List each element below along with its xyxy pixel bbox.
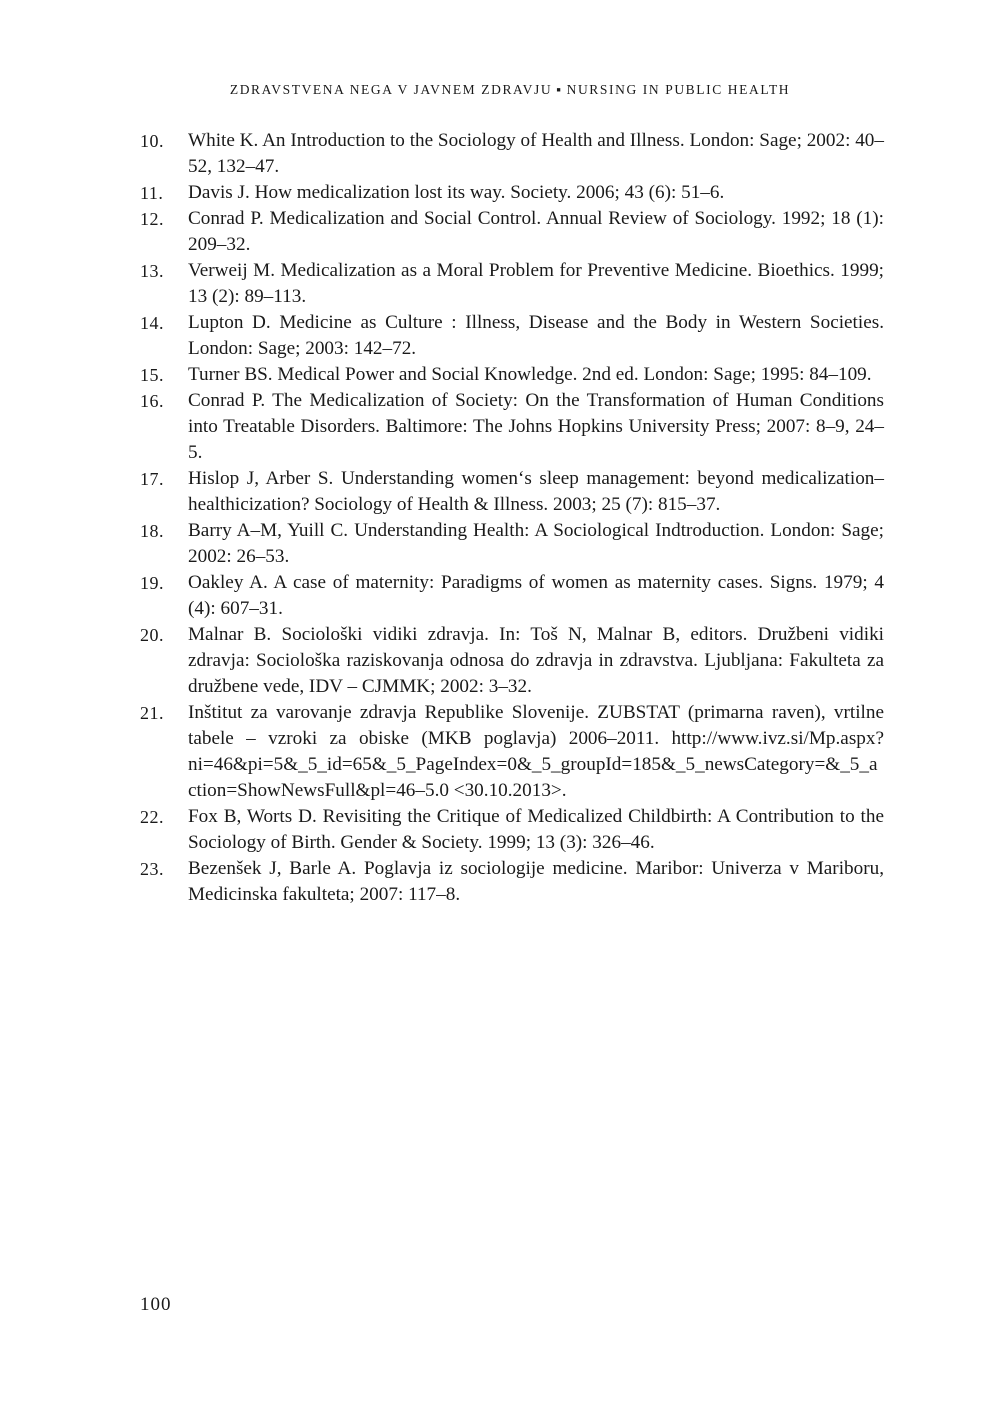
reference-text: Verweij M. Medicalization as a Moral Problem for Preventive Medicine. Bioethics. 1999; 13 (2): 89–113. <box>188 260 884 307</box>
reference-text: Inštitut za varovanje zdravja Republike Slovenije. ZUBSTAT (primarna raven), vrtilne tabele – vzroki za obiske (MKB poglavja) 2006–2011. http://www.ivz.si/Mp.aspx?ni=46&pi=5&_5_id=65&_5_PageIndex=0&_5_groupId=185&_5_newsCategory=&_5_action=ShowNewsFull&pl=46–5.0 <30.10.2013>. <box>188 702 884 801</box>
reference-item <box>140 804 884 856</box>
reference-number: 19. <box>140 573 164 593</box>
reference-number: 20. <box>140 625 164 645</box>
reference-item <box>140 258 884 310</box>
reference-text: Conrad P. The Medicalization of Society: On the Transformation of Human Conditions into Treatable Disorders. Baltimore: The Johns Hopkins University Press; 2007: 8–9, 24–5. <box>188 390 884 463</box>
page-number: 100 <box>140 1294 172 1315</box>
header-journal-english: NURSING IN PUBLIC HEALTH <box>566 82 791 97</box>
reference-number: 23. <box>140 859 164 879</box>
reference-number: 22. <box>140 807 164 827</box>
reference-item <box>140 180 884 206</box>
reference-item <box>140 570 884 622</box>
reference-item <box>140 856 884 908</box>
reference-text: Turner BS. Medical Power and Social Knowledge. 2nd ed. London: Sage; 1995: 84–109. <box>188 364 872 385</box>
reference-text: Conrad P. Medicalization and Social Control. Annual Review of Sociology. 1992; 18 (1): 209–32. <box>188 208 884 255</box>
reference-text: Malnar B. Sociološki vidiki zdravja. In: Toš N, Malnar B, editors. Družbeni vidiki zdravja: Sociološka raziskovanja odnosa do zdravja in zdravstva. Ljubljana: Fakulteta za družbene vede, IDV – CJMMK; 2002: 3–32. <box>188 624 884 697</box>
reference-text: Hislop J, Arber S. Understanding women‘s sleep management: beyond medicalization–healthicization? Sociology of Health & Illness. 2003; 25 (7): 815–37. <box>188 468 884 515</box>
reference-text: Barry A–M, Yuill C. Understanding Health: A Sociological Indtroduction. London: Sage; 2002: 26–53. <box>188 520 884 567</box>
reference-text: Bezenšek J, Barle A. Poglavja iz sociologije medicine. Maribor: Univerza v Mariboru, Medicinska fakulteta; 2007: 117–8. <box>188 858 884 905</box>
reference-number: 16. <box>140 391 164 411</box>
header-separator: ▪ <box>556 82 563 97</box>
running-header <box>0 82 998 98</box>
reference-item <box>140 622 884 700</box>
reference-number: 12. <box>140 209 164 229</box>
reference-text: White K. An Introduction to the Sociology of Health and Illness. London: Sage; 2002: 40–52, 132–47. <box>188 130 884 177</box>
reference-number: 15. <box>140 365 164 385</box>
reference-text: Oakley A. A case of maternity: Paradigms of women as maternity cases. Signs. 1979; 4 (4): 607–31. <box>188 572 884 619</box>
reference-number: 17. <box>140 469 164 489</box>
reference-number: 21. <box>140 703 164 723</box>
reference-item <box>140 206 884 258</box>
reference-number: 13. <box>140 261 164 281</box>
reference-item <box>140 518 884 570</box>
reference-item <box>140 362 884 388</box>
reference-item <box>140 388 884 466</box>
reference-text: Fox B, Worts D. Revisiting the Critique of Medicalized Childbirth: A Contribution to the Sociology of Birth. Gender & Society. 1999; 13 (3): 326–46. <box>188 806 884 853</box>
reference-item <box>140 466 884 518</box>
reference-item <box>140 310 884 362</box>
reference-number: 14. <box>140 313 164 333</box>
reference-text: Davis J. How medicalization lost its way. Society. 2006; 43 (6): 51–6. <box>188 182 725 203</box>
reference-list <box>140 128 884 908</box>
reference-item <box>140 700 884 804</box>
reference-number: 18. <box>140 521 164 541</box>
header-journal-slovene: ZDRAVSTVENA NEGA V JAVNEM ZDRAVJU <box>229 82 553 97</box>
reference-item <box>140 128 884 180</box>
reference-number: 10. <box>140 131 164 151</box>
reference-number: 11. <box>140 183 164 203</box>
reference-text: Lupton D. Medicine as Culture : Illness, Disease and the Body in Western Societies. London: Sage; 2003: 142–72. <box>188 312 884 359</box>
